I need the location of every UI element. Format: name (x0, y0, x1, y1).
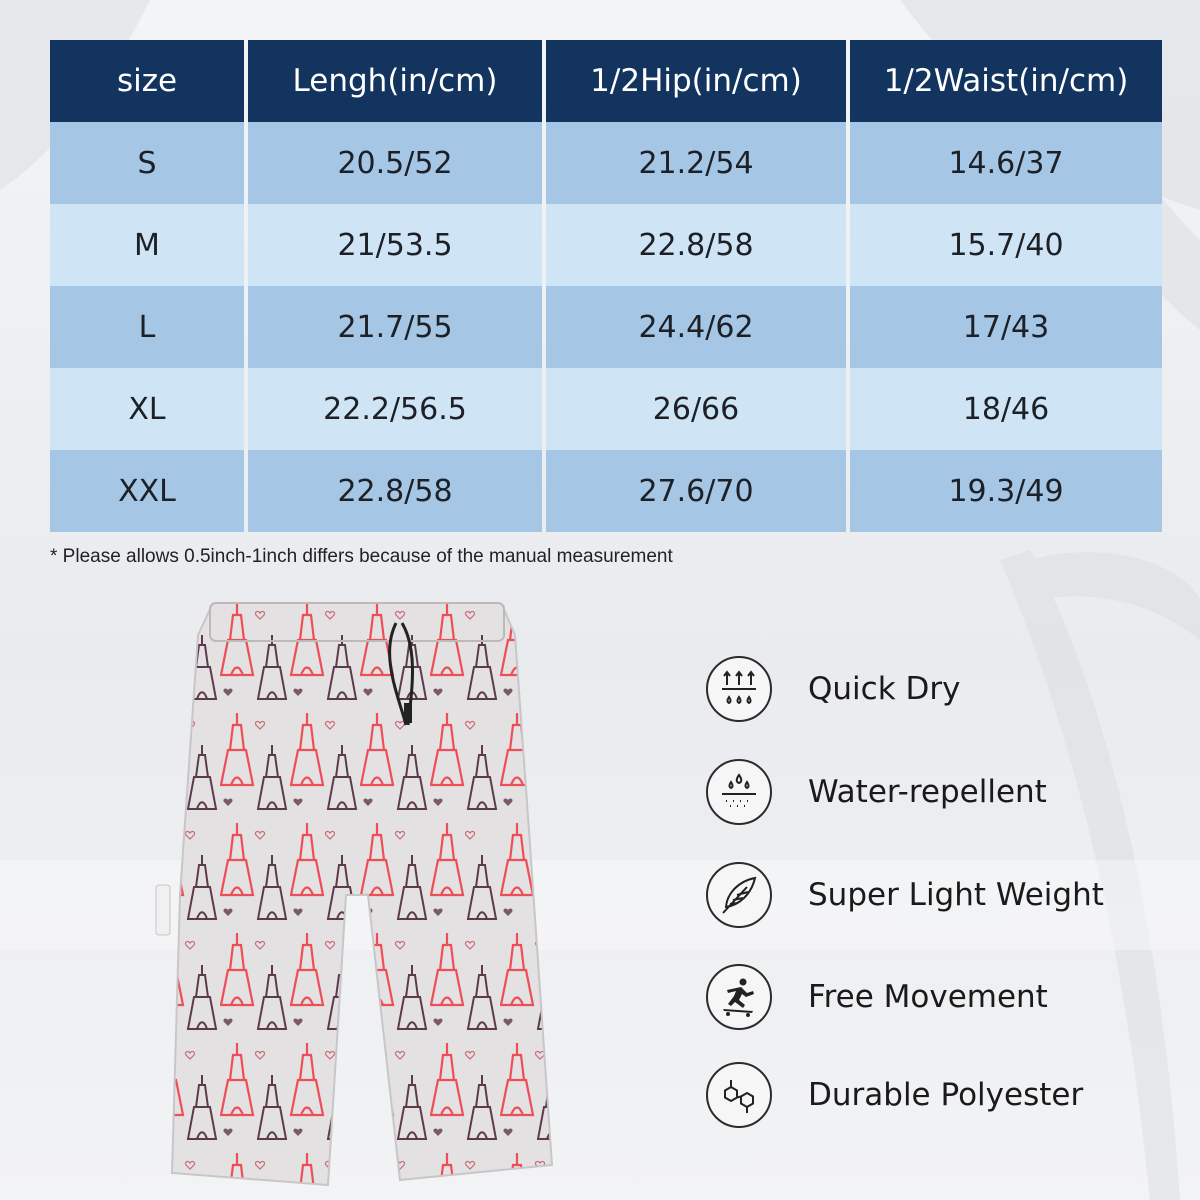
table-cell-length: 21.7/55 (248, 286, 542, 368)
table-cell-size: XXL (50, 450, 244, 532)
table-cell-waist: 17/43 (850, 286, 1162, 368)
table-header-cell: Lengh(in/cm) (248, 40, 542, 122)
size-chart-table (50, 40, 1150, 532)
table-cell-waist: 15.7/40 (850, 204, 1162, 286)
table-cell-hip: 27.6/70 (546, 450, 846, 532)
table-cell-size: L (50, 286, 244, 368)
feature-item (706, 654, 960, 724)
feature-item (706, 962, 1048, 1032)
feature-label: Durable Polyester (808, 1077, 1084, 1113)
feature-label: Free Movement (808, 979, 1048, 1015)
feature-item (706, 1060, 1083, 1130)
shorts-product-image (150, 595, 570, 1195)
table-cell-hip: 26/66 (546, 368, 846, 450)
feature-label: Quick Dry (808, 671, 961, 707)
water-repellent-icon (706, 759, 772, 825)
feature-item (706, 757, 1047, 827)
table-cell-length: 22.8/58 (248, 450, 542, 532)
table-cell-waist: 18/46 (850, 368, 1162, 450)
table-cell-hip: 21.2/54 (546, 122, 846, 204)
table-cell-length: 20.5/52 (248, 122, 542, 204)
table-cell-size: S (50, 122, 244, 204)
table-header-cell: size (50, 40, 244, 122)
table-cell-hip: 22.8/58 (546, 204, 846, 286)
table-cell-hip: 24.4/62 (546, 286, 846, 368)
table-cell-size: M (50, 204, 244, 286)
skateboarder-icon (706, 964, 772, 1030)
table-cell-length: 22.2/56.5 (248, 368, 542, 450)
table-cell-waist: 14.6/37 (850, 122, 1162, 204)
molecule-icon (706, 1062, 772, 1128)
table-header-cell: 1/2Hip(in/cm) (546, 40, 846, 122)
table-header-cell: 1/2Waist(in/cm) (850, 40, 1162, 122)
feather-icon (706, 862, 772, 928)
feature-label: Super Light Weight (808, 877, 1104, 913)
table-cell-size: XL (50, 368, 244, 450)
measurement-note: * Please allows 0.5inch-1inch differs because of the manual measurement (50, 546, 673, 567)
feature-label: Water-repellent (808, 774, 1047, 810)
feature-item (706, 860, 1104, 930)
table-cell-length: 21/53.5 (248, 204, 542, 286)
quick-dry-icon (706, 656, 772, 722)
table-cell-waist: 19.3/49 (850, 450, 1162, 532)
